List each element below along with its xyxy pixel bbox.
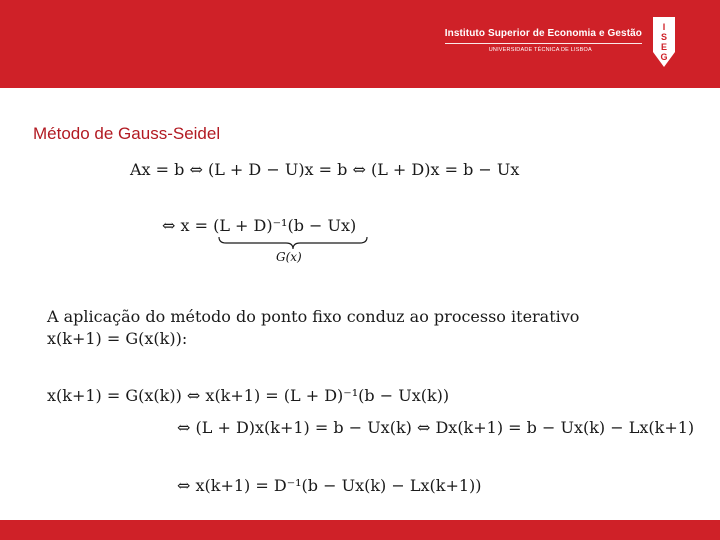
header-bar (0, 0, 720, 88)
paragraph-line-2: x(k+1) = G(x(k)): (47, 329, 188, 348)
brand-divider (445, 43, 642, 44)
logo-letter: I (662, 22, 666, 32)
equation-1: Ax = b ⇔ (L + D − U)x = b ⇔ (L + D)x = b − Ux (130, 160, 520, 179)
body-paragraph (47, 306, 587, 350)
slide-title: Método de Gauss-Seidel (33, 124, 221, 143)
equation-5: ⇔ x(k+1) = D⁻¹(b − Ux(k) − Lx(k+1)) (177, 476, 482, 495)
university-name: UNIVERSIDADE TÉCNICA DE LISBOA (488, 47, 592, 53)
equation-3: x(k+1) = G(x(k)) ⇔ x(k+1) = (L + D)⁻¹(b − Ux(k)) (47, 386, 450, 405)
underbrace-icon (218, 236, 368, 250)
logo-letter: E (660, 42, 667, 52)
footer-bar (0, 520, 720, 540)
institution-brand (445, 28, 642, 53)
paragraph-line-1: A aplicação do método do ponto fixo conduz ao processo iterativo (47, 307, 580, 326)
equation-2: ⇔ x = (L + D)⁻¹(b − Ux) (162, 216, 357, 235)
logo-letter: S (660, 32, 667, 42)
institution-name: Instituto Superior de Economia e Gestão (444, 28, 642, 39)
logo-letters (652, 22, 676, 62)
logo-letter: G (660, 52, 668, 62)
brace-label: G(x) (276, 250, 302, 264)
equation-4: ⇔ (L + D)x(k+1) = b − Ux(k) ⇔ Dx(k+1) = b − Ux(k) − Lx(k+1) (177, 418, 695, 437)
iseg-logo (652, 16, 676, 68)
